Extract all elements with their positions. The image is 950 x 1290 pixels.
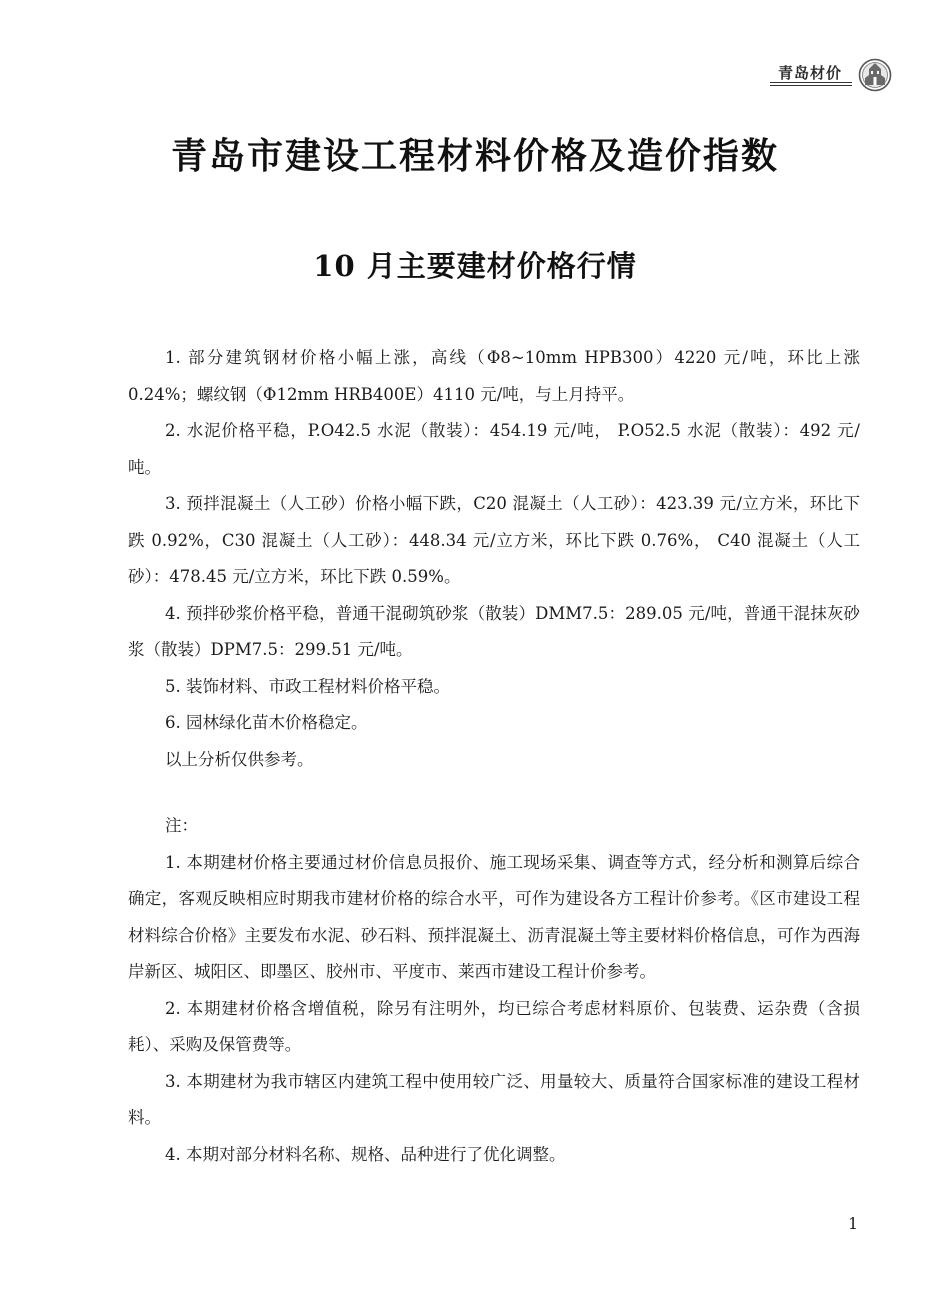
- notes-section: [128, 808, 860, 1173]
- header-rule: [770, 82, 852, 83]
- header-brand-text: 青岛材价: [778, 64, 843, 82]
- note-item: 3. 本期建材为我市辖区内建筑工程中使用较广泛、用量较大、质量符合国家标准的建设工程材料。: [128, 1071, 860, 1127]
- analysis-paragraph: 2. 水泥价格平稳，P.O42.5 水泥（散装）：454.19 元/吨， P.O52.5 水泥（散装）：492 元/吨。: [128, 421, 860, 477]
- note-item: 1. 本期建材价格主要通过材价信息员报价、施工现场采集、调查等方式，经分析和测算后综合确定，客观反映相应时期我市建材价格的综合水平，可作为建设各方工程计价参考。《区市建设工程材料综合价格》主要发布水泥、砂石料、预拌混凝土、沥青混凝土等主要材料价格信息，可作为西海岸新区、城阳区、即墨区、胶州市、平度市、莱西市建设工程计价参考。: [128, 852, 860, 981]
- analysis-paragraph: 5. 装饰材料、市政工程材料价格平稳。: [165, 676, 450, 696]
- section-subtitle: 10 月主要建材价格行情: [313, 249, 637, 283]
- analysis-paragraph: 4. 预拌砂浆价格平稳，普通干混砌筑砂浆（散装）DMM7.5：289.05 元/吨，普通干混抹灰砂浆（散装）DPM7.5：299.51 元/吨。: [128, 603, 860, 659]
- analysis-section: [128, 340, 860, 778]
- building-logo-icon: [858, 58, 892, 92]
- note-item: 2. 本期建材价格含增值税，除另有注明外，均已综合考虑材料原价、包装费、运杂费（含损耗）、采购及保管费等。: [128, 998, 860, 1054]
- page-title: 青岛市建设工程材料价格及造价指数: [170, 136, 779, 177]
- notes-label: 注：: [165, 816, 198, 835]
- header-brand: [770, 58, 898, 98]
- analysis-disclaimer: 以上分析仅供参考。: [165, 749, 314, 769]
- analysis-paragraph: 6. 园林绿化苗木价格稳定。: [165, 713, 368, 732]
- note-item: 4. 本期对部分材料名称、规格、品种进行了优化调整。: [165, 1144, 566, 1164]
- header-rule: [770, 85, 852, 86]
- analysis-paragraph: 1. 部分建筑钢材价格小幅上涨，高线（Φ8~10mm HPB300）4220 元/吨，环比上涨 0.24%；螺纹钢（Φ12mm HRB400E）4110 元/吨，与上月持平。: [128, 348, 860, 404]
- page-number: 1: [848, 1214, 859, 1233]
- analysis-paragraph: 3. 预拌混凝土（人工砂）价格小幅下跌，C20 混凝土（人工砂）：423.39 元/立方米，环比下跌 0.92%，C30 混凝土（人工砂）：448.34 元/立方米，环比下跌 0.76%， C40 混凝土（人工砂）：478.45 元/立方米，环比下跌 0.59%。: [128, 494, 860, 586]
